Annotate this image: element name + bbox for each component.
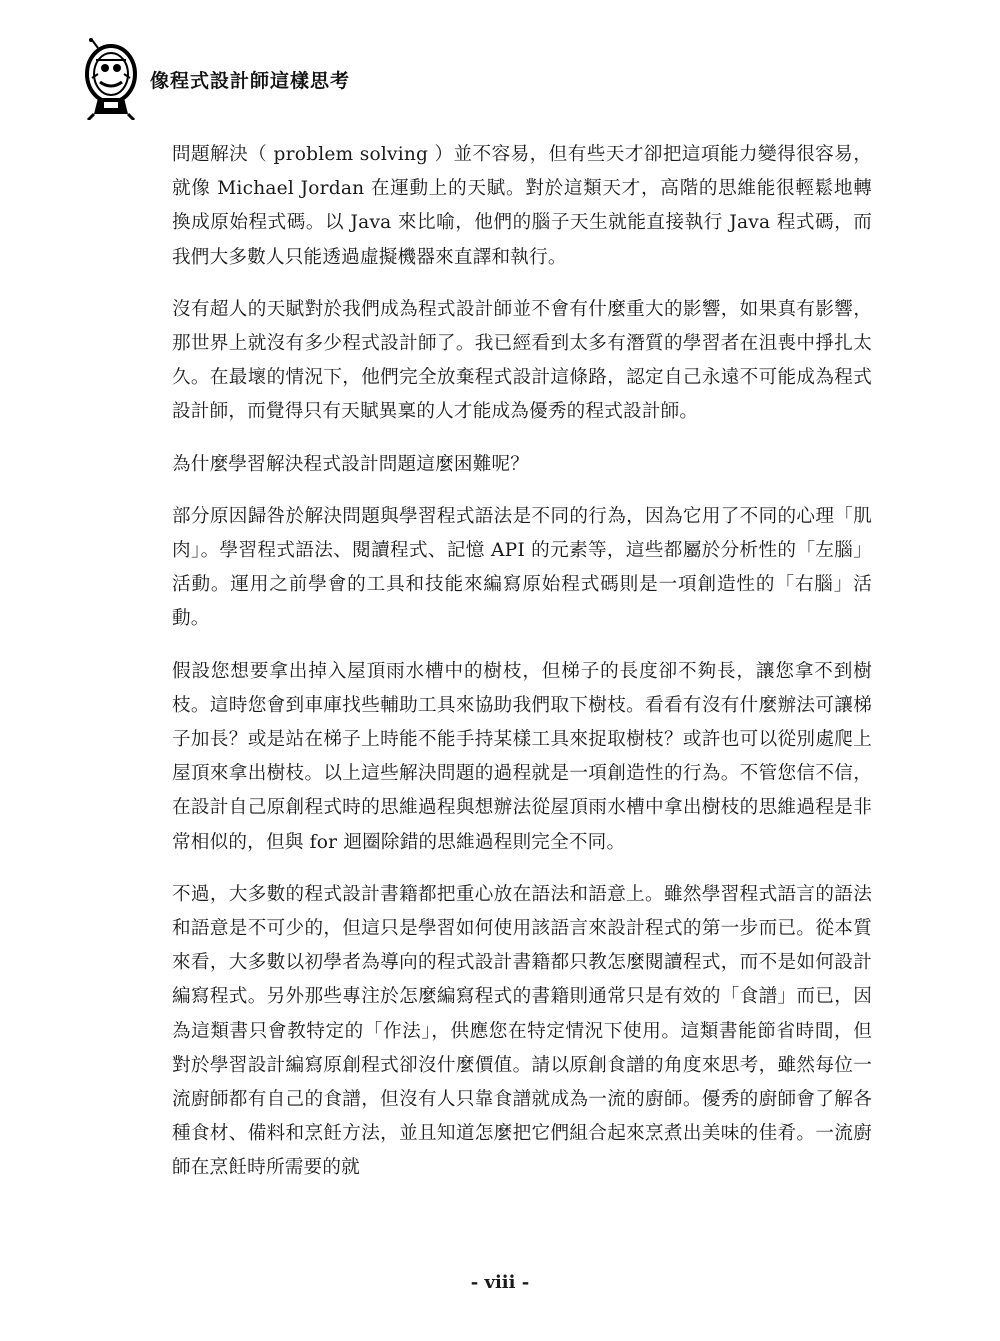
page-header — [78, 38, 678, 118]
paragraph-left-right-brain: 部分原因歸咎於解決問題與學習程式語法是不同的行為，因為它用了不同的心理「肌肉」。學習程式語法、閱讀程式、記憶 API 的元素等，這些都屬於分析性的「左腦」活動。運用之前學會的工具和技能來編寫原始程式碼則是一項創造性的「右腦」活動。 — [172, 505, 872, 630]
page-number: - viii - — [470, 1272, 530, 1293]
page-body — [172, 138, 872, 1204]
paragraph-recipes: 不過，大多數的程式設計書籍都把重心放在語法和語意上。雖然學習程式語言的語法和語意是不可少的，但這只是學習如何使用該語言來設計程式的第一步而已。從本質來看，大多數以初學者為導向的程式設計書籍都只教怎麼閱讀程式，而不是如何設計編寫程式。另外那些專注於怎麼編寫程式的書籍則通常只是有效的「食譜」而已，因為這類書只會教特定的「作法」，供應您在特定情況下使用。這類書能節省時間，但對於學習設計編寫原創程式卻沒什麼價值。請以原創食譜的角度來思考，雖然每位一流廚師都有自己的食譜，但沒有人只靠食譜就成為一流的廚師。優秀的廚師會了解各種食材、備料和烹飪方法，並且知道怎麼把它們組合起來烹煮出美味的佳肴。一流廚師在烹飪時所需要的就 — [172, 883, 872, 1179]
paragraph-no-talent: 沒有超人的天賦對於我們成為程式設計師並不會有什麼重大的影響，如果真有影響，那世界上就沒有多少程式設計師了。我已經看到太多有潛質的學習者在沮喪中掙扎太久。在最壞的情況下，他們完全放棄程式設計這條路，認定自己永遠不可能成為程式設計師，而覺得只有天賦異稟的人才能成為優秀的程式設計師。 — [172, 298, 872, 423]
paragraph-ladder-example: 假設您想要拿出掉入屋頂雨水槽中的樹枝，但梯子的長度卻不夠長，讓您拿不到樹枝。這時您會到車庫找些輔助工具來協助我們取下樹枝。看看有沒有什麼辦法可讓梯子加長？或是站在梯子上時能不能手持某樣工具來捉取樹枝？或許也可以從別處爬上屋頂來拿出樹枝。以上這些解決問題的過程就是一項創造性的行為。不管您信不信，在設計自己原創程式時的思維過程與想辦法從屋頂雨水槽中拿出樹枝的思維過程是非常相似的，但與 for 迴圈除錯的思維過程則完全不同。 — [172, 660, 872, 853]
book-title: 像程式設計師這樣思考 — [150, 70, 351, 92]
paragraph-problem-solving: 問題解決（ problem solving ）並不容易，但有些天才卻把這項能力變得很容易，就像 Michael Jordan 在運動上的天賦。對於這類天才，高階的思維能很輕鬆地轉換成原始程式碼。以 Java 來比喻，他們的腦子天生就能直接執行 Java 程式碼，而我們大多數人只能透過虛擬機器來直譯和執行。 — [172, 144, 872, 268]
robot-astronaut-logo-icon — [78, 38, 142, 120]
paragraph-question: 為什麼學習解決程式設計問題這麼困難呢？ — [172, 453, 530, 475]
